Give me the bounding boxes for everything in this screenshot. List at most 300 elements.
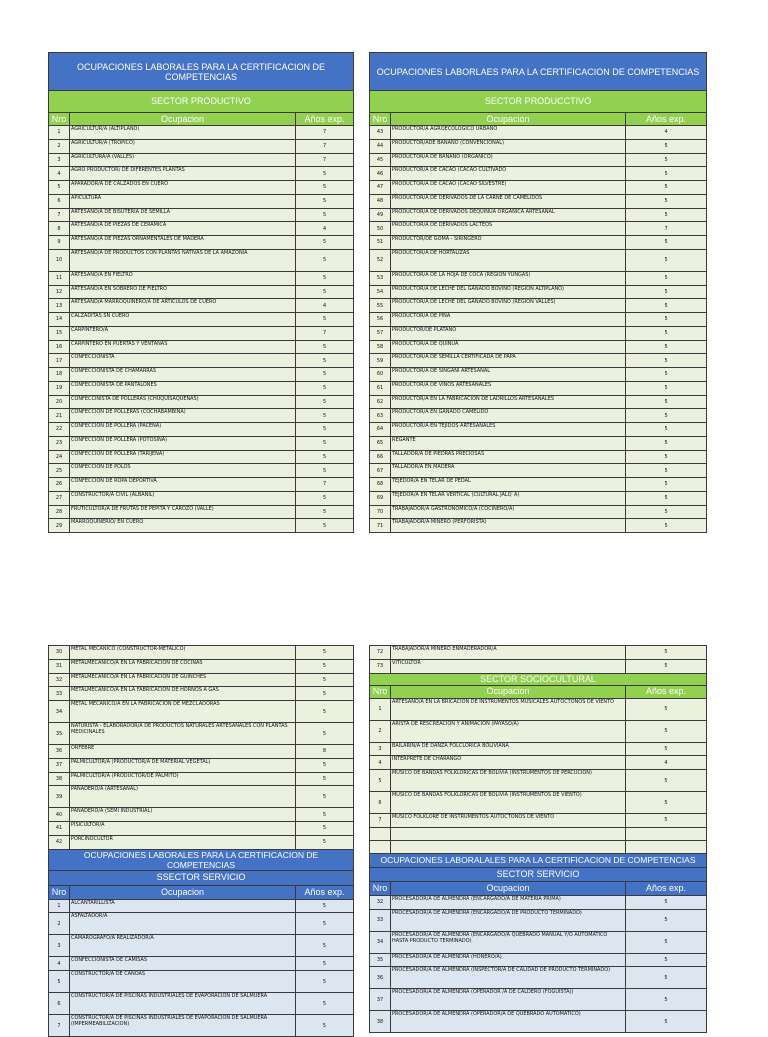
row-ocupacion: CONFECCIONISTA DE CAMISAS <box>70 957 296 971</box>
row-number: 7 <box>49 208 70 222</box>
row-number: 61 <box>370 381 391 395</box>
row-ocupacion: CONFECCION DE POLLERA (PACEÑA) <box>70 423 296 437</box>
col-header-nro: Nro <box>49 113 70 126</box>
row-number: 32 <box>49 673 70 687</box>
col-header-ocupacion: Ocupacion <box>391 881 626 895</box>
row-ocupacion: CAMAROGRAFO/A REALIZADOR/A <box>70 935 296 957</box>
table-row <box>370 792 707 814</box>
row-number: 62 <box>370 395 391 409</box>
row-ocupacion: METALMECANICO/A EN LA FABRICACION DE COCINAS <box>70 659 296 673</box>
table-title: OCUPACIONES LABORALES PARA LA CERTIFICACION DE COMPETENCIAS <box>49 849 354 870</box>
row-ocupacion: PRODUCTOR/A EN TEJIDOS ARTESANALES <box>391 423 626 437</box>
row-ocupacion: PRODUCTOR/A DE DERIVADOS LACTEOS <box>391 222 626 236</box>
row-number: 13 <box>49 299 70 313</box>
row-number: 63 <box>370 409 391 423</box>
row-anos-exp: 5 <box>296 505 354 519</box>
row-ocupacion: NATURISTA - ELABORADOR/A DE PRODUCTOS NATURALES ARTESANALES CON PLANTAS MEDICINALES <box>70 723 296 745</box>
row-ocupacion: PRODUCTOR/A DE CACAO (CACAO SILVESTRE) <box>391 181 626 195</box>
table-row <box>370 659 707 673</box>
row-anos-exp: 5 <box>626 792 707 814</box>
row-ocupacion: CONFECCIONISTA <box>70 354 296 368</box>
table-row <box>370 814 707 828</box>
row-number: 39 <box>49 786 70 808</box>
row-ocupacion: PRODUCTOR/A DE PIÑA <box>391 313 626 327</box>
row-ocupacion: METALMECANICO/A EN LA FABRICACION DE GUINCHES <box>70 673 296 687</box>
row-anos-exp: 7 <box>296 139 354 153</box>
row-anos-exp: 5 <box>626 139 707 153</box>
row-ocupacion: METAL MECANICO (CONSTRUCTOR-METALICO) <box>70 646 296 660</box>
row-anos-exp: 5 <box>626 646 707 660</box>
row-anos-exp: 5 <box>626 989 707 1011</box>
row-ocupacion: ARTESANO/A EN SOBRERO DE FIELTRO <box>70 285 296 299</box>
row-anos-exp: 5 <box>296 646 354 660</box>
row-ocupacion: PRODUCTOR/A DE SEMILLA CERTIFICADA DE PAPA <box>391 354 626 368</box>
row-number: 36 <box>370 967 391 989</box>
row-ocupacion: APICULTURA <box>70 194 296 208</box>
row-ocupacion: ARTESANO/A DE PIEZAS DE CERAMICA <box>70 222 296 236</box>
row-ocupacion: PRODUCTOR/A DE CACAO (CACAO CULTIVADO <box>391 167 626 181</box>
row-anos-exp: 5 <box>626 742 707 756</box>
table-row <box>49 409 354 423</box>
row-ocupacion: PROCESADOR/A DE ALMENDRA (OPERADOR/A DE QUEBRADO AUTOMATICO) <box>391 1011 626 1033</box>
table-row <box>49 673 354 687</box>
row-number: 60 <box>370 368 391 382</box>
row-number: 53 <box>370 271 391 285</box>
row-number: 38 <box>49 772 70 786</box>
row-ocupacion: MUSICO DE BANDAS FOLKLORICAS DE BOLIVIA (INSTRUMENTOS DE VIENTO) <box>391 792 626 814</box>
row-anos-exp: 5 <box>626 909 707 931</box>
row-ocupacion: ASFALTADOR/A <box>70 913 296 935</box>
row-ocupacion: PRODUCTOR/A DE VINOS ARTESANALES <box>391 381 626 395</box>
row-number: 55 <box>370 299 391 313</box>
table-row <box>49 772 354 786</box>
row-ocupacion: REGANTE <box>391 436 626 450</box>
row-anos-exp: 7 <box>296 153 354 167</box>
row-ocupacion: AGRICULTUR/A (TROPICO) <box>70 139 296 153</box>
table-row <box>49 835 354 849</box>
row-anos-exp: 5 <box>296 450 354 464</box>
row-number: 14 <box>49 313 70 327</box>
table-row <box>49 299 354 313</box>
row-ocupacion: CONSTRUCTOR/A DE PISCINAS INDUSTRIALES DE EVAPORACION DE SALMUERA (IMPERMEABILIZACION) <box>70 1015 296 1037</box>
table-row <box>370 491 707 505</box>
row-number: 35 <box>370 953 391 967</box>
table-row <box>49 687 354 701</box>
row-anos-exp: 5 <box>296 913 354 935</box>
table-row <box>370 423 707 437</box>
row-number: 42 <box>49 835 70 849</box>
table-row <box>370 478 707 492</box>
row-ocupacion: PRODUCTOR/A DE DERIVADOS DEQUINUA ORGANICA ARTESANAL <box>391 208 626 222</box>
table-row <box>49 222 354 236</box>
row-anos-exp: 5 <box>296 723 354 745</box>
table-row <box>49 786 354 808</box>
row-number: 41 <box>49 822 70 836</box>
table-row <box>49 167 354 181</box>
row-ocupacion: ARTESANO/A MARROQUINERO/A DE ARTICULOS DE CUERO <box>70 299 296 313</box>
table-row <box>370 236 707 250</box>
row-ocupacion: TRABAJADOR/A MINERO ENMADERADOR/A <box>391 646 626 660</box>
row-anos-exp: 7 <box>296 326 354 340</box>
table-row <box>370 153 707 167</box>
table-row <box>49 436 354 450</box>
row-anos-exp: 5 <box>626 409 707 423</box>
row-ocupacion: CONFECCION DE POLLERA (POTOSINA) <box>70 436 296 450</box>
row-anos-exp: 5 <box>626 720 707 742</box>
row-number: 23 <box>49 436 70 450</box>
row-ocupacion: ARTESANO/A EN LA BRICACION DE INSTRUMENTOS MUSICALES AUTOCTONOS DE VIENTO <box>391 698 626 720</box>
row-ocupacion: PROCESADOR/A DE ALMENDRA (OPERADOR /A DE CALDERO (FOGUISTA)) <box>391 989 626 1011</box>
table-row <box>370 989 707 1011</box>
row-anos-exp: 7 <box>296 478 354 492</box>
row-number: 4 <box>49 167 70 181</box>
row-anos-exp: 5 <box>296 673 354 687</box>
table-row <box>370 720 707 742</box>
row-anos-exp: 5 <box>626 519 707 533</box>
row-number: 48 <box>370 194 391 208</box>
row-anos-exp: 5 <box>626 194 707 208</box>
col-header-ocupacion: Ocupacion <box>391 113 626 126</box>
row-number: 67 <box>370 464 391 478</box>
col-header-anos: Años exp. <box>626 113 707 126</box>
row-anos-exp: 5 <box>626 770 707 792</box>
row-ocupacion: PRODUCTOR/A DE BANANO (ORGANICO) <box>391 153 626 167</box>
col-header-anos: Años exp. <box>626 881 707 895</box>
row-number: 68 <box>370 478 391 492</box>
row-ocupacion: AGRICULTUR/A (ALTIPLANO) <box>70 126 296 140</box>
table-row <box>49 194 354 208</box>
row-anos-exp: 5 <box>296 957 354 971</box>
row-number: 34 <box>49 701 70 723</box>
table-row <box>370 249 707 271</box>
row-ocupacion: ARTESANO/A DE PIEZAS ORNAMENTALES DE MADERA <box>70 236 296 250</box>
row-number: 3 <box>370 742 391 756</box>
row-anos-exp: 5 <box>296 993 354 1015</box>
row-anos-exp: 5 <box>626 931 707 953</box>
row-anos-exp: 5 <box>296 701 354 723</box>
table-row <box>49 913 354 935</box>
table-row <box>370 409 707 423</box>
col-header-anos: Años exp. <box>296 885 354 899</box>
row-anos-exp: 5 <box>296 899 354 913</box>
row-anos-exp: 5 <box>296 181 354 195</box>
row-ocupacion: CONFECCION DE ROPA DEPORTIVA <box>70 478 296 492</box>
table-row <box>49 491 354 505</box>
row-anos-exp: 8 <box>296 745 354 759</box>
table-row <box>370 340 707 354</box>
row-anos-exp: 4 <box>626 756 707 770</box>
row-anos-exp: 4 <box>296 222 354 236</box>
row-ocupacion: CONFECCIONISTA DE PANTALONES <box>70 381 296 395</box>
row-anos-exp: 5 <box>626 354 707 368</box>
table-row <box>49 249 354 271</box>
table-row <box>49 519 354 533</box>
row-anos-exp: 5 <box>296 835 354 849</box>
sector-header: SECTOR PRODUCCTIVO <box>370 91 707 113</box>
row-ocupacion: PRODUCTOR/A DE LECHE DEL GANADO BOVINO (REGION VALLES) <box>391 299 626 313</box>
row-anos-exp: 5 <box>296 687 354 701</box>
row-number: 15 <box>49 326 70 340</box>
col-header-ocupacion: Ocupacion <box>70 113 296 126</box>
table-row <box>49 313 354 327</box>
row-number: 9 <box>49 236 70 250</box>
sector-header: SECTOR PRODUCTIVO <box>49 91 354 113</box>
row-anos-exp: 4 <box>626 126 707 140</box>
row-number: 30 <box>49 646 70 660</box>
table-row <box>49 126 354 140</box>
col-header-ocupacion: Ocupacion <box>391 685 626 698</box>
row-anos-exp: 5 <box>626 153 707 167</box>
row-anos-exp: 5 <box>296 786 354 808</box>
row-ocupacion: PRODUCTOR/ADE BANANO (CONVENCIONAL) <box>391 139 626 153</box>
row-anos-exp: 5 <box>296 935 354 957</box>
row-number: 25 <box>49 464 70 478</box>
row-anos-exp: 5 <box>296 271 354 285</box>
row-number: 7 <box>49 1015 70 1037</box>
table-row <box>49 450 354 464</box>
table-row <box>49 139 354 153</box>
table-row <box>370 285 707 299</box>
table-row <box>49 723 354 745</box>
table-row <box>49 354 354 368</box>
row-anos-exp: 7 <box>296 126 354 140</box>
table-row <box>370 770 707 792</box>
table-row <box>49 1015 354 1037</box>
row-anos-exp: 5 <box>296 758 354 772</box>
table-row <box>49 993 354 1015</box>
row-number: 69 <box>370 491 391 505</box>
row-ocupacion: ARISTA DE RESCREACION Y ANIMACION (PAYASO/A) <box>391 720 626 742</box>
row-anos-exp: 5 <box>296 659 354 673</box>
row-number: 56 <box>370 313 391 327</box>
row-number: 26 <box>49 478 70 492</box>
row-anos-exp: 5 <box>296 285 354 299</box>
row-ocupacion: PRODUCTOR/A DE SINGANI ARTESANAL <box>391 368 626 382</box>
row-anos-exp: 5 <box>296 368 354 382</box>
table-sociocultural-servicio <box>369 645 707 1033</box>
row-number: 11 <box>49 271 70 285</box>
table-row <box>49 822 354 836</box>
table-row <box>370 967 707 989</box>
row-anos-exp: 5 <box>296 822 354 836</box>
table-row <box>370 167 707 181</box>
row-number: 64 <box>370 423 391 437</box>
row-ocupacion: PRODUCTOR/A AGROECOLOGICO URBANO <box>391 126 626 140</box>
row-ocupacion: PRODUCTOR/DE PLATANO <box>391 326 626 340</box>
row-ocupacion: PROCESADOR/A DE ALMENDRA (ENCARGADO/A DE PRODUCTO TERMINADO) <box>391 909 626 931</box>
row-number: 18 <box>49 368 70 382</box>
row-anos-exp: 5 <box>296 519 354 533</box>
table-row <box>49 285 354 299</box>
row-ocupacion: VITICULTOR <box>391 659 626 673</box>
row-number: 2 <box>370 720 391 742</box>
table-row <box>370 742 707 756</box>
table-row <box>49 758 354 772</box>
table-row <box>370 181 707 195</box>
row-number: 1 <box>49 126 70 140</box>
row-ocupacion: PALMICULTOR/A (PRODUCTOR/A DE MATERIAL VEGETAL) <box>70 758 296 772</box>
table-row <box>49 478 354 492</box>
table-row <box>370 646 707 660</box>
table-title: OCUPACIONES LABORLAES PARA LA CERTIFICACION DE COMPETENCIAS <box>370 53 707 91</box>
row-number: 21 <box>49 409 70 423</box>
table-row <box>370 395 707 409</box>
row-ocupacion: CALZADITAS SN CUERO <box>70 313 296 327</box>
row-number: 10 <box>49 249 70 271</box>
row-anos-exp: 5 <box>626 340 707 354</box>
row-number: 73 <box>370 659 391 673</box>
row-number: 5 <box>49 971 70 993</box>
row-ocupacion: CONSTRUCTOR/A DE CANOAS <box>70 971 296 993</box>
row-number: 33 <box>49 687 70 701</box>
table-row <box>370 271 707 285</box>
row-number: 19 <box>49 381 70 395</box>
row-anos-exp: 5 <box>626 313 707 327</box>
table-row <box>49 326 354 340</box>
row-ocupacion: CONSTRUCTOR/A DE PISCINAS INDUSTRIALES DE EVAPORACION DE SALMUERA <box>70 993 296 1015</box>
row-number: 35 <box>49 723 70 745</box>
table-row <box>370 299 707 313</box>
table-row <box>370 450 707 464</box>
row-ocupacion: CONFECCION DE POLLERA (TARIJEÑA) <box>70 450 296 464</box>
row-number: 54 <box>370 285 391 299</box>
table-row <box>370 354 707 368</box>
row-number: 65 <box>370 436 391 450</box>
row-anos-exp: 5 <box>626 423 707 437</box>
row-ocupacion: ARTESANO/A DE BISUTERIA DE SEMILLA <box>70 208 296 222</box>
row-ocupacion: TEJEDOR/A EN TELAR DE PEDAL <box>391 478 626 492</box>
table-row <box>370 222 707 236</box>
row-anos-exp: 5 <box>626 208 707 222</box>
row-ocupacion: TALLADOR/A EN MADERA <box>391 464 626 478</box>
row-number: 29 <box>49 519 70 533</box>
row-number: 57 <box>370 326 391 340</box>
table-row <box>370 208 707 222</box>
table-row <box>49 745 354 759</box>
row-number: 28 <box>49 505 70 519</box>
row-anos-exp: 5 <box>296 194 354 208</box>
table-row <box>49 423 354 437</box>
table-row <box>49 935 354 957</box>
table-row <box>370 953 707 967</box>
row-anos-exp: 5 <box>296 1015 354 1037</box>
row-ocupacion: PROCESADOR/A DE ALMENDRA (HONERO/A) <box>391 953 626 967</box>
row-ocupacion: AGRO PRODUCTOR/ DE DIFERENTES PLANTAS <box>70 167 296 181</box>
table-productivo-1 <box>48 52 354 533</box>
table-row <box>370 1011 707 1033</box>
row-number: 43 <box>370 126 391 140</box>
row-anos-exp: 5 <box>626 895 707 909</box>
row-ocupacion: MUSICO DE BANDAS FOLKLORICAS DE BOLIVIA (INSTRUMENTOS DE PERCUCION) <box>391 770 626 792</box>
row-number: 20 <box>49 395 70 409</box>
table-row <box>370 909 707 931</box>
table-row <box>370 756 707 770</box>
row-ocupacion: PRODUCTOR/A DE QUINUA <box>391 340 626 354</box>
row-anos-exp: 5 <box>626 249 707 271</box>
row-number: 38 <box>370 1011 391 1033</box>
row-anos-exp: 5 <box>626 1011 707 1033</box>
table-row <box>49 701 354 723</box>
row-ocupacion: METALMECANICO/A EN LA FABRICACION DE HORNOS A GAS <box>70 687 296 701</box>
col-header-nro: Nro <box>49 885 70 899</box>
row-anos-exp: 5 <box>626 814 707 828</box>
table-row <box>49 957 354 971</box>
row-number: 44 <box>370 139 391 153</box>
row-number: 3 <box>49 153 70 167</box>
row-number: 24 <box>49 450 70 464</box>
row-number: 66 <box>370 450 391 464</box>
row-anos-exp: 5 <box>626 167 707 181</box>
row-ocupacion: TEJEDOR/A EN TELAR VERTICAL (CULTURAL JALQ´A) <box>391 491 626 505</box>
row-anos-exp: 5 <box>296 423 354 437</box>
row-number: 70 <box>370 505 391 519</box>
row-number: 5 <box>370 770 391 792</box>
row-number: 31 <box>49 659 70 673</box>
row-ocupacion: PALMICULTOR/A (PRODUCTOR/DE PALMITO) <box>70 772 296 786</box>
row-number: 2 <box>49 913 70 935</box>
row-number: 50 <box>370 222 391 236</box>
table-row <box>370 895 707 909</box>
row-number: 4 <box>49 957 70 971</box>
table-row <box>370 698 707 720</box>
row-ocupacion: CONSTRUCTOR/A CIVIL (ALBAÑIL) <box>70 491 296 505</box>
row-number: 4 <box>370 756 391 770</box>
row-ocupacion: PANADERO/A (SEMI INDUSTRIAL) <box>70 808 296 822</box>
row-number: 6 <box>49 993 70 1015</box>
row-number: 47 <box>370 181 391 195</box>
row-ocupacion: PROCESADOR/A DE ALMENDRA (ENCARGADO/A DE MATERIA PRIMA) <box>391 895 626 909</box>
table-row <box>370 436 707 450</box>
row-anos-exp: 5 <box>296 464 354 478</box>
row-ocupacion: METAL MECANICO/A EN LA FABRICACION DE MEZCLADORAS <box>70 701 296 723</box>
table-row <box>370 381 707 395</box>
table-row <box>370 519 707 533</box>
row-anos-exp: 5 <box>626 285 707 299</box>
row-ocupacion: CONFECCIONISTA DE CHAMARRAS <box>70 368 296 382</box>
table-row <box>370 464 707 478</box>
row-ocupacion: MARROQUINERIO/ EN CUERO <box>70 519 296 533</box>
row-anos-exp: 5 <box>626 236 707 250</box>
row-number: 2 <box>49 139 70 153</box>
col-header-ocupacion: Ocupacion <box>70 885 296 899</box>
row-anos-exp: 5 <box>626 967 707 989</box>
row-ocupacion: ARTESANO/A DE PRODUCTOS CON PLANTAS NATIVAS DE LA AMAZONIA <box>70 249 296 271</box>
table-row <box>370 326 707 340</box>
table-row <box>370 313 707 327</box>
row-number: 1 <box>370 698 391 720</box>
row-number: 51 <box>370 236 391 250</box>
row-anos-exp: 5 <box>626 478 707 492</box>
row-number: 17 <box>49 354 70 368</box>
col-header-anos: Años exp. <box>296 113 354 126</box>
row-number: 16 <box>49 340 70 354</box>
row-anos-exp: 5 <box>626 299 707 313</box>
table-row <box>49 659 354 673</box>
row-number: 58 <box>370 340 391 354</box>
col-header-anos: Años exp. <box>626 685 707 698</box>
row-number: 45 <box>370 153 391 167</box>
row-anos-exp: 5 <box>296 971 354 993</box>
row-ocupacion: BAILARIN/A DE DANZA FOLCLORICA BOLIVIANA <box>391 742 626 756</box>
row-ocupacion: MUSICO FOLKLORE DE INSTRUMENTOS AUTOCTONOS DE VIENTO <box>391 814 626 828</box>
row-ocupacion: PROCESADOR/A DE ALMENDRA (INSPECTOR/A DE CALIDAD DE PRODUCTO TERMINADO) <box>391 967 626 989</box>
row-ocupacion: PRODUCTOR/A DE LA HOJA DE COCA (REGION YUNGAS) <box>391 271 626 285</box>
table-row <box>49 236 354 250</box>
table-row <box>370 139 707 153</box>
row-anos-exp: 5 <box>626 436 707 450</box>
row-ocupacion: CONFECCION DE POLLERAS (COCHABAMBINA) <box>70 409 296 423</box>
row-anos-exp: 5 <box>626 464 707 478</box>
